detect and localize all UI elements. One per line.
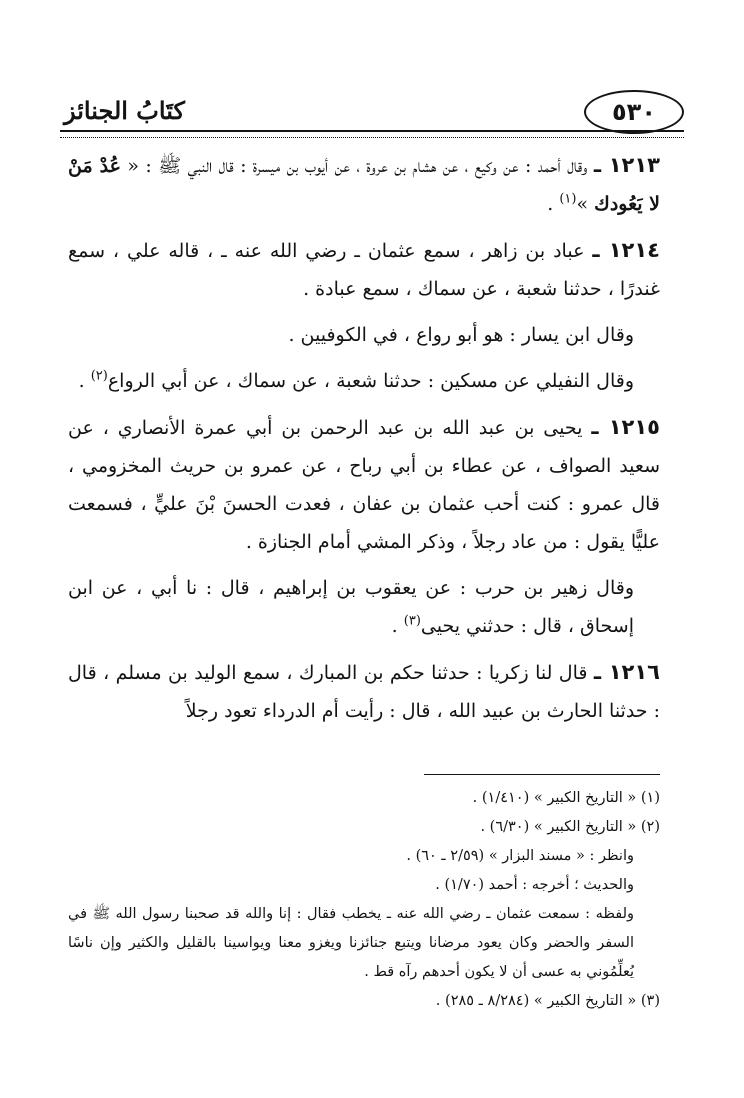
hadith-number: ١٢١٥ ـ: [591, 415, 660, 439]
commentary-text: وقال ابن يسار : هو أبو رواع ، في الكوفيين .: [288, 324, 634, 346]
page-number-badge: [584, 90, 684, 134]
commentary-paragraph: [68, 569, 660, 645]
hadith-text: عباد بن زاهر ، سمع عثمان ـ رضي الله عنه ـ ، قاله علي ، سمع غندرًا ، حدثنا شعبة ، عن سماك ، سمع عبادة .: [68, 240, 660, 300]
footnote-3: (٣) « التاريخ الكبير » (٨/٢٨٤ ـ ٢٨٥) .: [435, 993, 660, 1009]
footnote-ref: (٢): [90, 368, 108, 384]
sentence-end: .: [391, 615, 404, 637]
hadith-text: قال لنا زكريا : حدثنا حكم بن المبارك ، سمع الوليد بن مسلم ، قال : حدثنا الحارث بن عبيد الله ، قال : رأيت أم الدرداء تعود رجلاً: [68, 662, 660, 722]
footnote-1: (١) « التاريخ الكبير » (١/٤١٠) .: [472, 790, 660, 806]
hadith-number: ١٢١٣ ـ: [593, 153, 660, 177]
commentary-text: وقال النفيلي عن مسكين : حدثنا شعبة ، عن سماك ، عن أبي الرواع: [107, 370, 634, 392]
page-number: ٥٣٠: [612, 98, 656, 126]
hadith-1215: [68, 408, 660, 561]
hadith-quote: عُدْ مَنْ لا يَعُودك: [68, 155, 660, 215]
header-divider: [60, 130, 684, 138]
hadith-text: وقال أحمد : عن وكيع ، عن هشام بن عروة ، عن أيوب بن ميسرة : قال النبي ﷺ : «: [120, 155, 588, 177]
hadith-text: يحيى بن عبد الله بن عبد الرحمن بن أبي عمرة الأنصاري ، عن سعيد الصواف ، عن عطاء بن أبي رباح ، عن عمرو بن حريث المخزومي ، قال عمرو : كنت أحب عثمان بن عفان ، فعدت الحسنَ بْنَ عليٍّ ، فسمعت عليًّا يقول : من عاد رجلاً ، وذكر المشي أمام الجنازة .: [68, 417, 660, 553]
footnote-ref: (١): [559, 191, 577, 207]
commentary-paragraph: [68, 362, 660, 400]
footnote-2-see-also: وانظر : « مسند البزار » (٢/٥٩ ـ ٦٠) .: [406, 848, 634, 864]
footnote-2-source: والحديث ؛ أخرجه : أحمد (١/٧٠) .: [435, 877, 634, 893]
book-title: كتَابُ الجنائز: [64, 96, 185, 125]
footnote-ref: (٣): [403, 613, 421, 629]
commentary-paragraph: [68, 316, 660, 354]
footnote-2-wording: ولفظه : سمعت عثمان ـ رضي الله عنه ـ يخطب فقال : إنا والله قد صحبنا رسول الله ﷺ في السفر والحضر وكان يعود مرضانا ويتبع جنائزنا ويغزو معنا ويواسينا بالقليل والكثير وإن ناسًا يُعلِّمُوني به عسى أن لا يكون أحدهم رآه قط .: [68, 906, 634, 980]
quote-close: »: [576, 193, 595, 215]
footnotes: [68, 784, 660, 1016]
hadith-1213: [68, 146, 660, 223]
footnote-divider: [424, 774, 660, 775]
hadith-1216: [68, 653, 660, 730]
hadith-number: ١٢١٦ ـ: [593, 660, 660, 684]
hadith-1214: [68, 231, 660, 308]
hadith-number: ١٢١٤ ـ: [592, 238, 660, 262]
footnote-2: (٢) « التاريخ الكبير » (٦/٣٠) .: [480, 819, 660, 835]
page-header: [60, 86, 684, 136]
main-text: [68, 146, 660, 738]
sentence-end: .: [547, 193, 560, 215]
sentence-end: .: [78, 370, 91, 392]
commentary-text: وقال زهير بن حرب : عن يعقوب بن إبراهيم ، قال : نا أبي ، عن ابن إسحاق ، قال : حدثني يحيى: [68, 577, 634, 637]
